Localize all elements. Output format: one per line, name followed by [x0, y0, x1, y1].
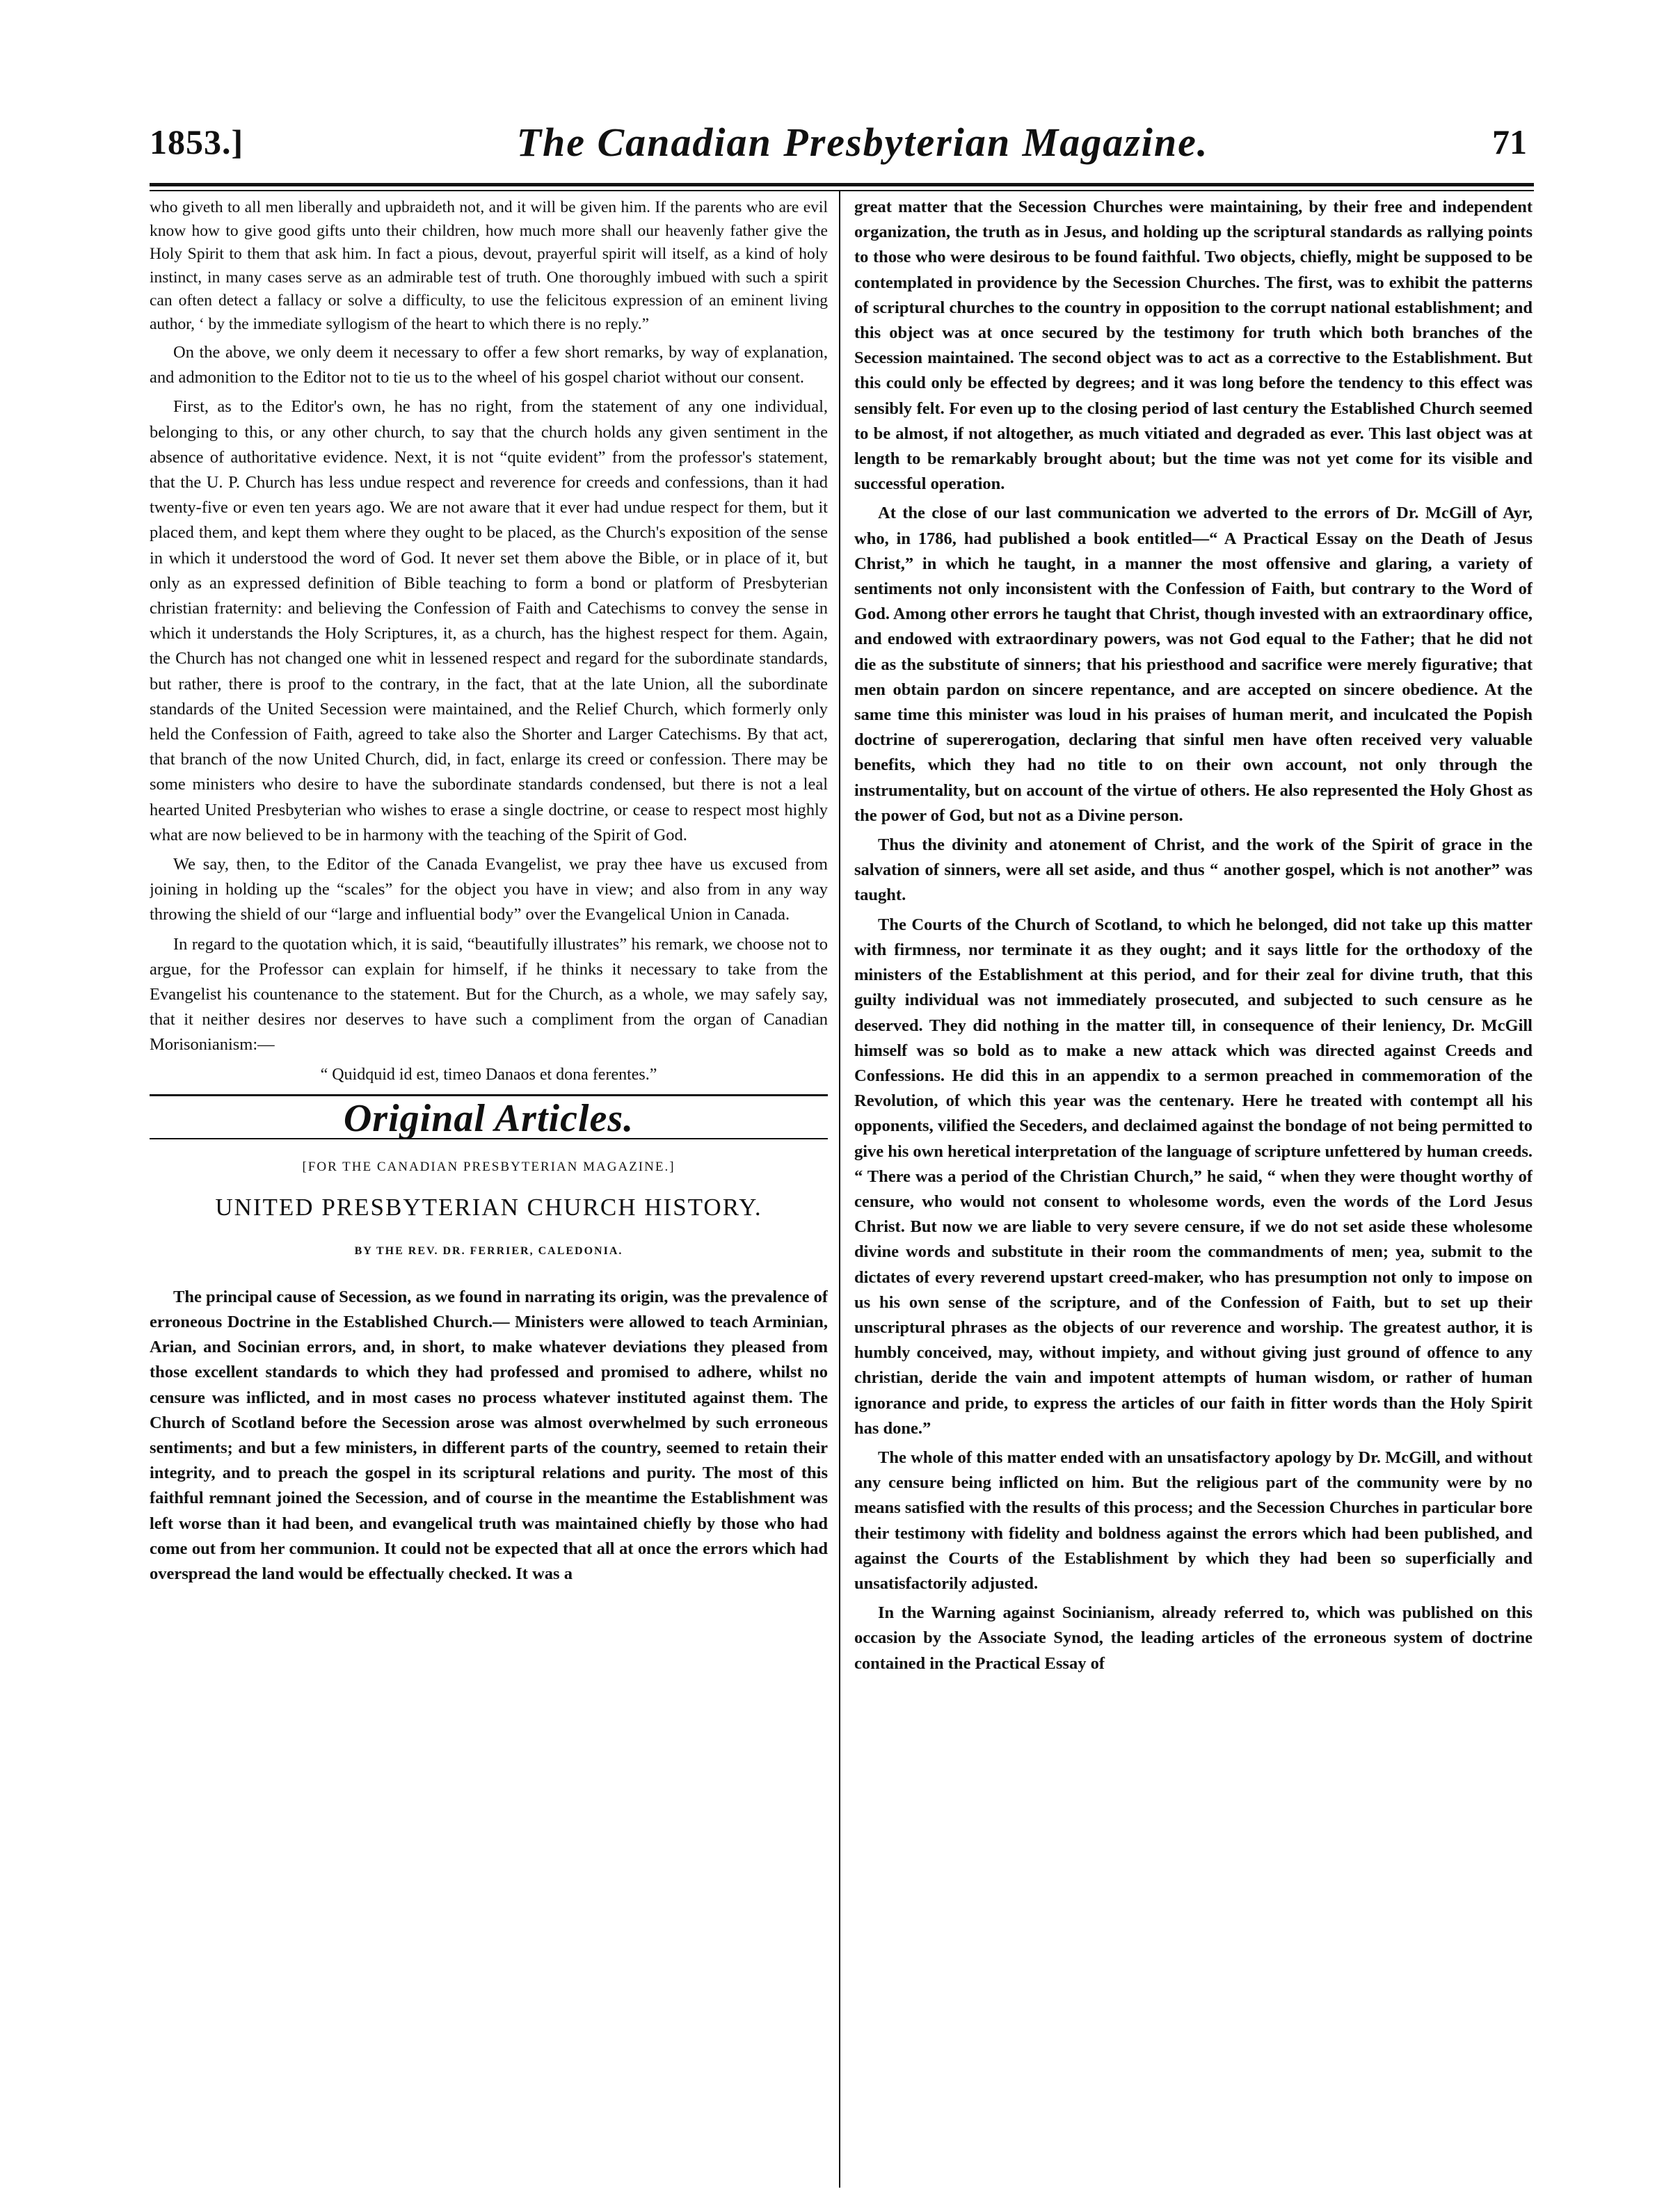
body-paragraph: First, as to the Editor's own, he has no right, from the statement of any one individual, belonging to this, or any other church, to say that the church holds any given sentiment in the absence of authoritative evidence. Next, it is not “quite evident” from the professor's statement, that the U. P. Church has less undue respect and reverence for creeds and confessions, than it had twenty-five or even ten years ago. We are not aware that it ever had undue respect for them, but it placed them, and kept them where they ought to be placed, as the Church's exposition of the sense in which it understood the word of God. It never set them above the Bible, or in place of it, but only as an expressed definition of Bible teaching to form a bond or platform of Presbyterian christian fraternity: and believing the Confession of Faith and Catechisms to convey the sense in which it understands the Holy Scriptures, it, as a church, has the highest respect for them. Again, the Church has not changed one whit in lessened respect and regard for the subordinate standards, but rather, there is proof to the contrary, in the fact, that at the late Union, all the subordinate standards of the United Secession were maintained, and the Relief Church, which formerly only held the Confession of Faith, agreed to take also the Shorter and Larger Catechisms. By that act, that branch of the now United Church, did, in fact, enlarge its creed or confession. There may be some ministers who desire to have the subordinate standards condensed, but there is not a leal hearted United Presbyterian who wishes to erase a single doctrine, or cease to respect most highly what are now believed to be in harmony with the teaching of the Spirit of God.: [150, 397, 828, 844]
body-paragraph: In regard to the quotation which, it is said, “beautifully illustrates” his remark, we choose not to argue, for the Professor can explain for himself, if he thinks it necessary to take from the Evangelist his countenance to the statement. But for the Church, as a whole, we may safely say, that it neither desires nor deserves to have such a compliment from the organ of Canadian Morisonianism:—: [150, 934, 828, 1055]
left-column: [150, 196, 828, 2186]
body-paragraph: great matter that the Secession Churches were maintaining, by their free and independent organization, the truth as in Jesus, and holding up the scriptural standards as rallying points to those who were desirous to be found faithful. Two objects, chiefly, might be supposed to be contemplated in providence by the Secession Churches. The first, was to exhibit the patterns of scriptural churches to the country in opposition to the corrupt national establishment; and this object was at once secured by the testimony for truth which both branches of the Secession maintained. The second object was to act as a corrective to the Establishment. But this could only be effected by degrees; and it was long before the tendency to this effect was sensibly felt. For even up to the closing period of last century the Established Church seemed to be almost, if not altogether, as much vitiated and degraded as ever. This last object was at length to be remarkably brought about; but the time was not yet come for its visible and successful operation.: [854, 198, 1533, 494]
section-title: Original Articles.: [343, 1096, 634, 1140]
latin-motto: “ Quidquid id est, timeo Danaos et dona ferentes.”: [320, 1065, 657, 1084]
source-line: [FOR THE CANADIAN PRESBYTERIAN MAGAZINE.]: [302, 1160, 675, 1175]
page-number: 71: [1492, 122, 1527, 161]
column-divider: [839, 191, 840, 2188]
section-rule: [150, 1094, 828, 1096]
body-paragraph: In the Warning against Socinianism, already referred to, which was published on this occasion by the Associate Synod, the leading articles of the erroneous system of doctrine contained in the Practical Essay of: [854, 1603, 1533, 1673]
header-year: 1853.]: [150, 122, 244, 161]
article-title: UNITED PRESBYTERIAN CHURCH HISTORY.: [215, 1194, 762, 1221]
body-paragraph: The Courts of the Church of Scotland, to which he belonged, did not take up this matter with firmness, nor terminate it as they ought; and it says little for the orthodoxy of the ministers of the Establishment at this period, and for their zeal for divine truth, that this guilty individual was not immediately prosecuted, and subjected to such censure as he deserved. They did nothing in the matter till, in consequence of their leniency, Dr. McGill himself was so bold as to make a new attack which was directed against Creeds and Confessions. He did this in an appendix to a sermon preached in commemoration of the Revolution, of which this year was the centenary. Here he treated with contempt all his opponents, vilified the Seceders, and declaimed against the bondage of not being permitted to give his own heretical interpretation of the language of scripture unfettered by human creeds. “ There was a period of the Christian Church,” he said, “ when they were thought worthy of censure, who would not consent to wholesome words, even the words of the Lord Jesus Christ. But now we are liable to very severe censure, if we do not set aside these wholesome divine words and substitute in their room the commandments of men; yea, submit to the dictates of every reverend upstart creed-maker, who has presumption not only to impose on us his own sense of the scripture, and of the Confession of Faith, but to set up their unscriptural phrases as the objects of our reverence and worship. The greatest author, it is humbly conceived, may, without impiety, and without giving just ground of offence to any christian, deride the vain and impotent attempts of human wisdom, or rather of human ignorance and pride, to express the articles of our faith in fitter words than the Holy Spirit has done.”: [854, 915, 1533, 1438]
header-rule-thin: [150, 190, 1534, 191]
quote-paragraph: who giveth to all men liberally and upbraideth not, and it will be given him. If the parents who are evil know how to give good gifts unto their children, how much more shall our heavenly father give the Holy Spirit to them that ask him. In fact a pious, devout, prayerful spirit will itself, as a kind of holy instinct, in many cases serve as an admirable test of truth. One thoroughly imbued with such a spirit can often detect a fallacy or solve a difficulty, to use the felicitous expression of an eminent living author, ‘ by the immediate syllogism of the heart to which there is no reply.”: [150, 198, 828, 333]
running-header: [150, 122, 1534, 177]
right-column: [854, 195, 1533, 2184]
body-paragraph: On the above, we only deem it necessary to offer a few short remarks, by way of explanation, and admonition to the Editor not to tie us to the wheel of his gospel chariot without our consent.: [150, 343, 828, 387]
body-paragraph: At the close of our last communication we adverted to the errors of Dr. McGill of Ayr, who, in 1786, had published a book entitled—“ A Practical Essay on the Death of Jesus Christ,” in which he taught, in a manner the most offensive and glaring, a variety of sentiments not only inconsistent with the Confession of Faith, but contrary to the Word of God. Among other errors he taught that Christ, though invested with an extraordinary office, and endowed with extraordinary powers, was not God equal to the Father; that he did not die as the substitute of sinners; that his priesthood and sacrifice were merely figurative; that men obtain pardon on sincere repentance, and are accepted on sincere obedience. At the same time this minister was loud in his praises of human merit, and inculcated the Popish doctrine of supererogation, declaring that sinful men have often received very valuable benefits, which they had no title to on their own account, not only through the instrumentality, but on account of the virtue of others. He also represented the Holy Ghost as the power of God, but not as a Divine person.: [854, 504, 1533, 825]
header-rule: [150, 183, 1534, 186]
article-paragraph: The principal cause of Secession, as we found in narrating its origin, was the prevalence of erroneous Doctrine in the Established Church.— Ministers were allowed to teach Arminian, Arian, and Socinian errors, and, in short, to make whatever deviations they pleased from those excellent standards to which they had professed and promised to adhere, whilst no censure was inflicted, and in most cases no process whatever instituted against them. The Church of Scotland before the Secession arose was almost overwhelmed by such erroneous sentiments; and but a few ministers, in different parts of the country, seemed to retain their integrity, and to preach the gospel in its scriptural relations and purity. The most of this faithful remnant joined the Secession, and of course in the meantime the Establishment was left worse than it had been, and evangelical truth was maintained chiefly by those who had come out from her communion. It could not be expected that all at once the errors which had overspread the land would be effectually checked. It was a: [150, 1287, 828, 1583]
body-paragraph: We say, then, to the Editor of the Canada Evangelist, we pray thee have us excused from joining in holding up the “scales” for the object you have in view; and also from in any way throwing the shield of our “large and influential body” over the Evangelical Union in Canada.: [150, 855, 828, 924]
article-byline: BY THE REV. DR. FERRIER, CALEDONIA.: [354, 1244, 623, 1257]
header-title: The Canadian Presbyterian Magazine.: [516, 120, 1209, 165]
body-paragraph: Thus the divinity and atonement of Christ, and the work of the Spirit of grace in the salvation of sinners, were all set aside, and thus “ another gospel, which is not another” was taught.: [854, 835, 1533, 905]
body-paragraph: The whole of this matter ended with an unsatisfactory apology by Dr. McGill, and without any censure being inflicted on him. But the religious part of the community were by no means satisfied with the results of this process; and the Secession Churches in particular bore their testimony with fidelity and boldness against the errors which had been published, and against the Courts of the Establishment by which they had been so superficially and unsatisfactorily adjusted.: [854, 1448, 1533, 1593]
